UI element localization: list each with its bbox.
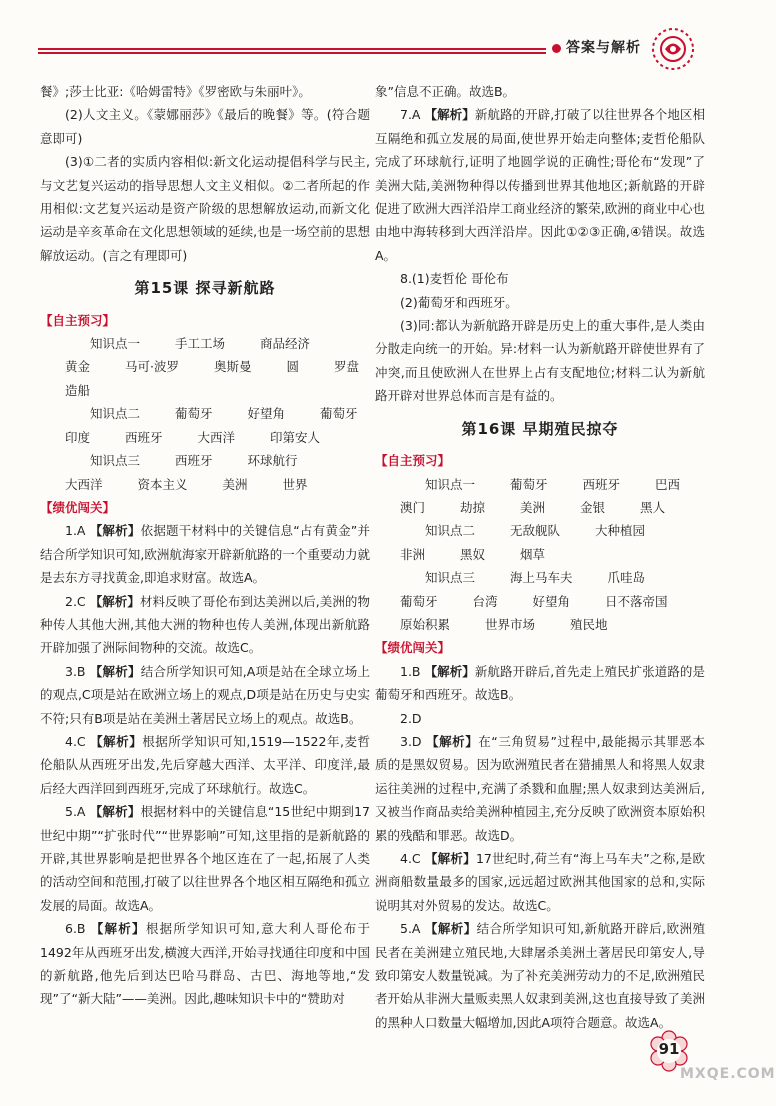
lesson-15-title: 第15课 探寻新航路 (134, 279, 276, 298)
challenge-tag: 【 绩优闯关 】 (40, 500, 115, 515)
page-number: 91 (658, 1040, 680, 1058)
flower-logo-icon (650, 26, 696, 72)
answer-paragraph: (3)①二者的实质内容相似:新文化运动提倡科学与民主,与文艺复兴运动的指导思想人文主义相似。②二者所起的作用相似:文艺复兴运动是资产阶级的思想解放运动,而新文化运动是辛亥革命在文化思想领域的延续,也是一场空前的思想解放运动。(言之有理即可) (40, 154, 370, 263)
knowledge-point-2: 知识点二 无敌舰队 大种植园非洲 黑奴 烟草 (400, 523, 646, 562)
preview-tag: 【 自主预习 】 (40, 313, 115, 328)
answer-item: 1.B 【 解析 】 新航路开辟后,首先走上殖民扩张道路的是葡萄牙和西班牙。故选B。 (375, 660, 705, 707)
answer-item: 1.A 【 解析 】 依据题干材料中的关键信息“占有黄金”并结合所学知识可知,欧洲航海家开辟新航路的一个重要动力就是去东方寻找黄金,即追求财富。故选A。 (40, 519, 370, 589)
answer-paragraph: 象”信息不正确。故选B。 (375, 84, 516, 99)
preview-tag: 【 自主预习 】 (375, 453, 450, 468)
lesson-16-title: 第16课 早期殖民掠夺 (461, 419, 619, 438)
knowledge-point-3: 知识点三 西班牙 环球航行大西洋 资本主义 美洲 世界 (65, 453, 308, 492)
answer-item: 2.D (400, 710, 422, 726)
knowledge-point-3: 知识点三 海上马车夫 爪哇岛葡萄牙 台湾 好望角 日不落帝国原始积累 世界市场 殖民地 (400, 570, 668, 632)
answer-item: (3)同:都认为新航路开辟是历史上的重大事件,是人类由分散走向统一的开始。异:材料一认为新航路开辟使世界有了冲突,而且使欧洲人在世界上占有支配地位;材料二认为新航路开辟对世界总体而言是有益的。 (375, 318, 705, 404)
answer-item: 8.(1)麦哲伦 哥伦布 (400, 271, 509, 287)
challenge-tag: 【 绩优闯关 】 (375, 640, 450, 655)
answer-paragraph: 餐》;莎士比亚:《哈姆雷特》《罗密欧与朱丽叶》。 (40, 84, 311, 99)
right-column (375, 80, 705, 1034)
header-dot (552, 44, 561, 53)
answer-item: 3.B 【 解析 】 结合所学知识可知,A项是站在全球立场上的观点,C项是站在欧洲立场上的观点,D项是站在历史与史实不符;只有B项是站在美洲土著居民立场上的观点。故选B。 (40, 660, 370, 730)
knowledge-point-2: 知识点二 葡萄牙 好望角 葡萄牙印度 西班牙 大西洋 印第安人 (65, 406, 358, 445)
header-rule (38, 48, 546, 54)
knowledge-point-1: 知识点一 手工工场 商品经济黄金 马可·波罗 奥斯曼 圆 罗盘造船 (65, 336, 360, 398)
left-column (40, 80, 370, 1011)
answer-item: 3.D 【 解析 】 在“三角贸易”过程中,最能揭示其罪恶本质的是黑奴贸易。因为欧洲殖民者在猎捕黑人和将黑人奴隶运往美洲的过程中,充满了杀戮和血腥;黑人奴隶到达美洲后,又被当作商品卖给美洲种植园主,充分反映了欧洲资本原始积累的残酷和罪恶。故选D。 (375, 730, 705, 847)
answer-item: 4.C 【 解析 】 17世纪时,荷兰有“海上马车夫”之称,是欧洲商船数量最多的国家,远远超过欧洲其他国家的总和,实际说明其对外贸易的发达。故选C。 (375, 847, 705, 917)
knowledge-point-1: 知识点一 葡萄牙 西班牙 巴西澳门 劫掠 美洲 金银 黑人 (400, 476, 681, 515)
answer-item: 7.A 【 解析 】 新航路的开辟,打破了以往世界各个地区相互隔绝和孤立发展的局面,使世界开始走向整体;麦哲伦船队完成了环球航行,证明了地圆学说的正确性;哥伦布“发现”了美洲大陆,美洲物种得以传播到世界其他地区;新航路的开辟促进了欧洲大西洋沿岸工商业经济的繁荣,欧洲的商业中心也由地中海转移到大西洋沿岸。因此①②③正确,④错误。故选A。 (375, 103, 705, 267)
answer-item: 2.C 【 解析 】 材料反映了哥伦布到达美洲以后,美洲的物种传人其他大洲,其他大洲的物种也传人美洲,体现出新航路开辟加强了洲际间物种的交流。故选C。 (40, 590, 370, 660)
answer-item: 4.C 【 解析 】 根据所学知识可知,1519—1522年,麦哲伦船队从西班牙出发,先后穿越大西洋、太平洋、印度洋,最后经大西洋回到西班牙,完成了环球航行。故选C。 (40, 730, 370, 800)
answer-paragraph: (2)人文主义。《蒙娜丽莎》《最后的晚餐》等。(符合题意即可) (40, 107, 370, 146)
answer-item: 6.B 【 解析 】 根据所学知识可知,意大利人哥伦布于1492年从西班牙出发,横渡大西洋,开始寻找通往印度和中国的新航路,他先后到达巴哈马群岛、古巴、海地等地,“发现”了“新大陆”——美洲。因此,趣味知识卡中的“赞助对 (40, 917, 370, 1011)
watermark: MXQE.COM (680, 1066, 776, 1082)
answer-item: 5.A 【 解析 】 根据材料中的关键信息“15世纪中期到17世纪中期”“扩张时代”“世界影响”可知,这里指的是新航路的开辟,其世界影响是把世界各个地区连在了一起,拓展了人类的活动空间和范围,打破了以往世界各个地区相互隔绝和孤立发展的局面。故选A。 (40, 800, 370, 917)
answer-item: 5.A 【 解析 】 结合所学知识可知,新航路开辟后,欧洲殖民者在美洲建立殖民地,大肆屠杀美洲土著居民印第安人,导致印第安人数量锐减。为了补充美洲劳动力的不足,欧洲殖民者开始从非洲大量贩卖黑人奴隶到美洲,这也直接导致了美洲的黑种人口数量大幅增加,因此A项符合题意。故选A。 (375, 917, 705, 1034)
answer-item: (2)葡萄牙和西班牙。 (400, 294, 518, 310)
header-title: 答案与解析 (566, 40, 641, 56)
